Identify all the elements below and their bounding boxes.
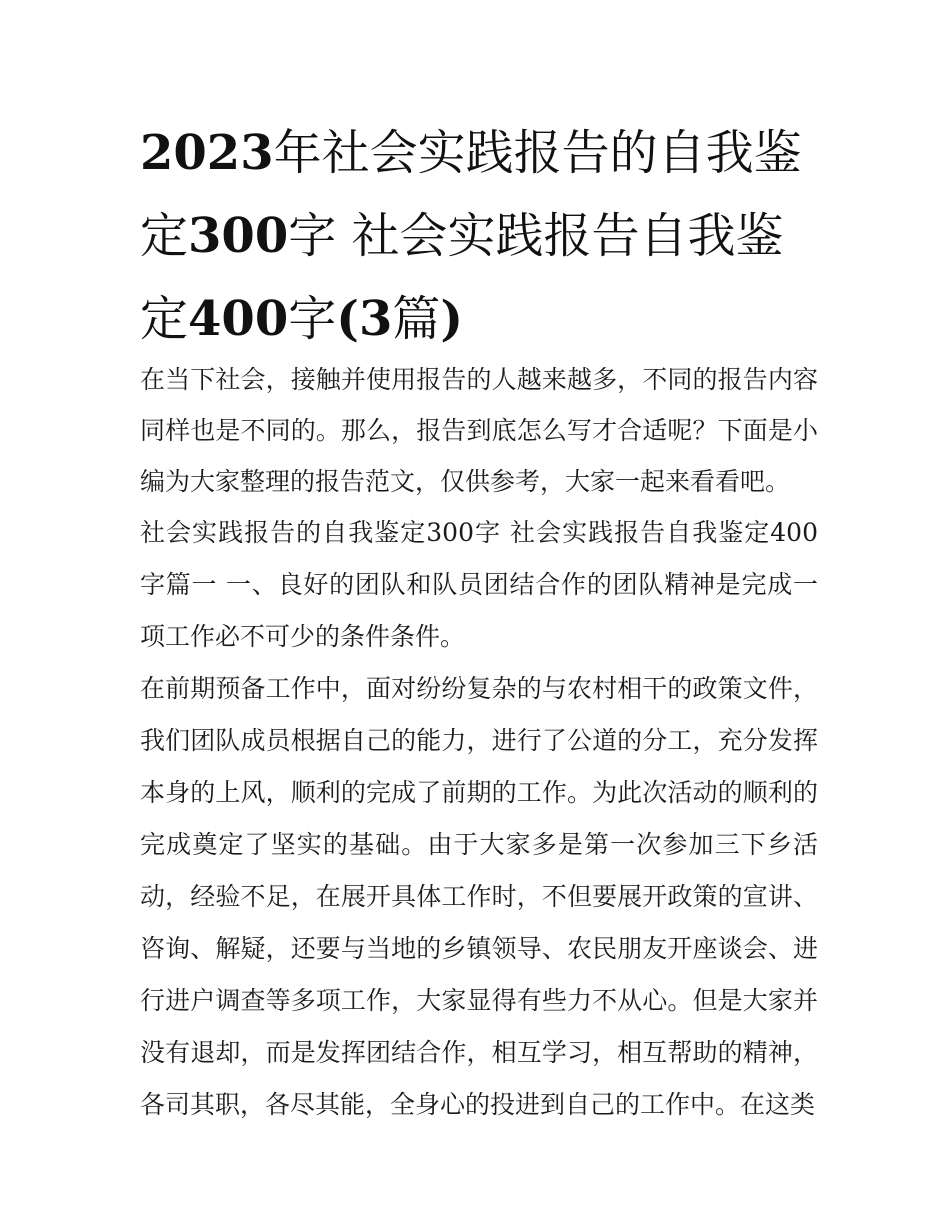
document-title: 2023年社会实践报告的自我鉴定300字 社会实践报告自我鉴定400字(3篇)	[140, 125, 802, 347]
body-paragraph: 在前期预备工作中，面对纷纷复杂的与农村相干的政策文件，我们团队成员根据自己的能力，进行了公道的分工，充分发挥本身的上风，顺利的完成了前期的工作。为此次活动的顺利的完成奠定了坚实的基础。由于大家多是第一次参加三下乡活动，经验不足，在展开具体工作时，不但要展开政策的宣讲、咨询、解疑，还要与当地的乡镇领导、农民朋友开座谈会、进行进户调查等多项工作，大家显得有些力不从心。但是大家并没有退却，而是发挥团结合作，相互学习，相互帮助的精神，各司其职，各尽其能，全身心的投进到自己的工作中。在这类	[140, 674, 818, 1119]
document-body	[140, 354, 818, 1131]
section-heading-paragraph: 社会实践报告的自我鉴定300字 社会实践报告自我鉴定400字篇一 一、良好的团队和队员团结合作的团队精神是完成一项工作必不可少的条件条件。	[140, 518, 818, 651]
intro-paragraph: 在当下社会，接触并使用报告的人越来越多，不同的报告内容同样也是不同的。那么，报告到底怎么写才合适呢？下面是小编为大家整理的报告范文，仅供参考，大家一起来看看吧。	[140, 365, 818, 496]
